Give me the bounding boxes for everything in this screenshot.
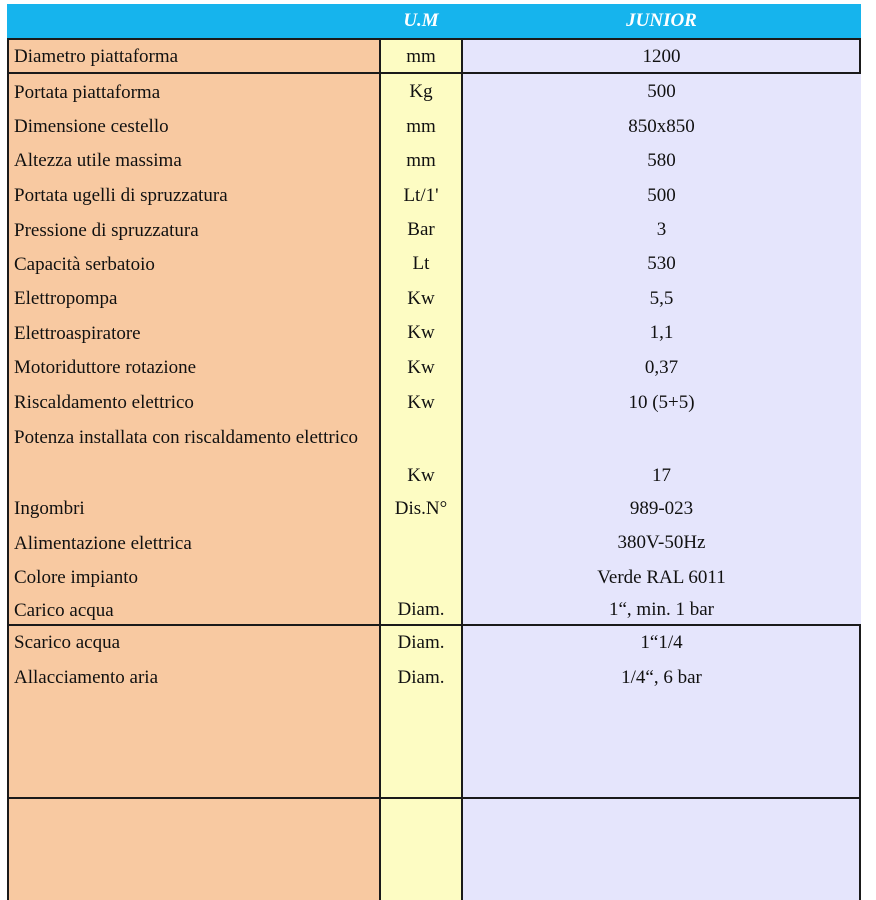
grid-line: [7, 38, 9, 900]
row-label: Scarico acqua: [14, 632, 121, 653]
grid-line: [379, 38, 381, 900]
row-label: Dimensione cestello: [14, 116, 169, 137]
grid-line: [7, 624, 861, 626]
row-value: 17: [652, 465, 671, 486]
grid-line: [7, 72, 861, 74]
row-value: 1200: [642, 45, 681, 67]
row-unit: mm: [406, 45, 436, 67]
table-row: [7, 178, 861, 213]
row-label: Elettroaspiratore: [14, 322, 141, 344]
row-label: Portata ugelli di spruzzatura: [14, 185, 228, 206]
grid-line: [859, 38, 861, 74]
row-unit: mm: [406, 149, 436, 171]
row-label: Pressione di spruzzatura: [14, 219, 199, 241]
table-row: [7, 74, 861, 110]
table-row: [7, 350, 861, 385]
table-row: [7, 625, 861, 660]
row-unit: Kw: [407, 356, 435, 378]
row-unit: Kw: [407, 465, 435, 486]
row-label: Colore impianto: [14, 567, 139, 588]
row-label: Potenza installata con riscaldamento elettrico: [14, 427, 358, 448]
row-unit: Kg: [409, 81, 433, 102]
row-label: Altezza utile massima: [14, 150, 182, 171]
grid-line: [7, 797, 861, 799]
row-value: 1“, min. 1 bar: [608, 599, 714, 620]
row-value: 3: [656, 219, 667, 240]
header-model: JUNIOR: [626, 10, 697, 31]
row-value: 580: [647, 149, 676, 171]
row-label: Allacciamento aria: [14, 667, 159, 688]
row-label: Carico acqua: [14, 599, 114, 621]
table-row: [7, 385, 861, 420]
row-value: 530: [647, 253, 676, 274]
row-value: 5,5: [649, 287, 674, 309]
row-label: Portata piattaforma: [14, 81, 161, 103]
row-value: 380V-50Hz: [617, 532, 706, 553]
row-label: Elettropompa: [14, 288, 118, 309]
row-unit: Lt/1': [403, 184, 439, 206]
row-label: Motoriduttore rotazione: [14, 357, 197, 378]
row-unit: Lt: [412, 253, 430, 274]
table-row: [7, 420, 861, 491]
table-row: [7, 281, 861, 316]
row-unit: Kw: [407, 322, 435, 343]
row-unit: Diam.: [397, 631, 445, 653]
row-value: 989-023: [629, 497, 694, 519]
row-label: Ingombri: [14, 498, 85, 519]
row-label: Diametro piattaforma: [14, 46, 179, 67]
table-row: [7, 560, 861, 595]
row-value: Verde RAL 6011: [597, 566, 726, 588]
row-unit: Diam.: [397, 666, 445, 688]
table-row: [7, 143, 861, 178]
row-value: 1“1/4: [640, 631, 683, 653]
grid-line: [859, 624, 861, 900]
row-label: Capacità serbatoio: [14, 253, 155, 275]
header-um: U.M: [403, 10, 439, 31]
row-unit: mm: [406, 115, 436, 137]
spec-table: [7, 4, 861, 900]
table-row: [7, 316, 861, 350]
table-row: [7, 526, 861, 560]
table-row: [7, 660, 861, 695]
row-label: Riscaldamento elettrico: [14, 392, 194, 413]
row-value: 500: [647, 81, 676, 102]
table-row: [7, 110, 861, 143]
grid-line: [7, 38, 861, 40]
row-unit: [380, 560, 462, 595]
grid-line: [461, 38, 463, 900]
row-unit: Kw: [407, 391, 435, 413]
row-unit: Kw: [407, 287, 435, 309]
row-unit: [380, 526, 462, 560]
row-unit: Dis.N°: [394, 497, 448, 519]
row-value: 1/4“, 6 bar: [621, 666, 702, 688]
row-value: 0,37: [644, 356, 679, 378]
table-row: [7, 213, 861, 247]
table-row: [7, 491, 861, 526]
table-row: [7, 247, 861, 281]
table-header: [7, 4, 861, 38]
row-value: 10 (5+5): [628, 391, 695, 413]
table-row: [7, 595, 861, 625]
row-value: 850x850: [628, 115, 695, 137]
row-label: Alimentazione elettrica: [14, 532, 192, 554]
row-value: 500: [647, 184, 676, 206]
table-row: [7, 40, 861, 73]
row-value: 1,1: [649, 322, 674, 343]
row-unit: Bar: [407, 219, 435, 240]
row-unit: Diam.: [397, 599, 445, 620]
